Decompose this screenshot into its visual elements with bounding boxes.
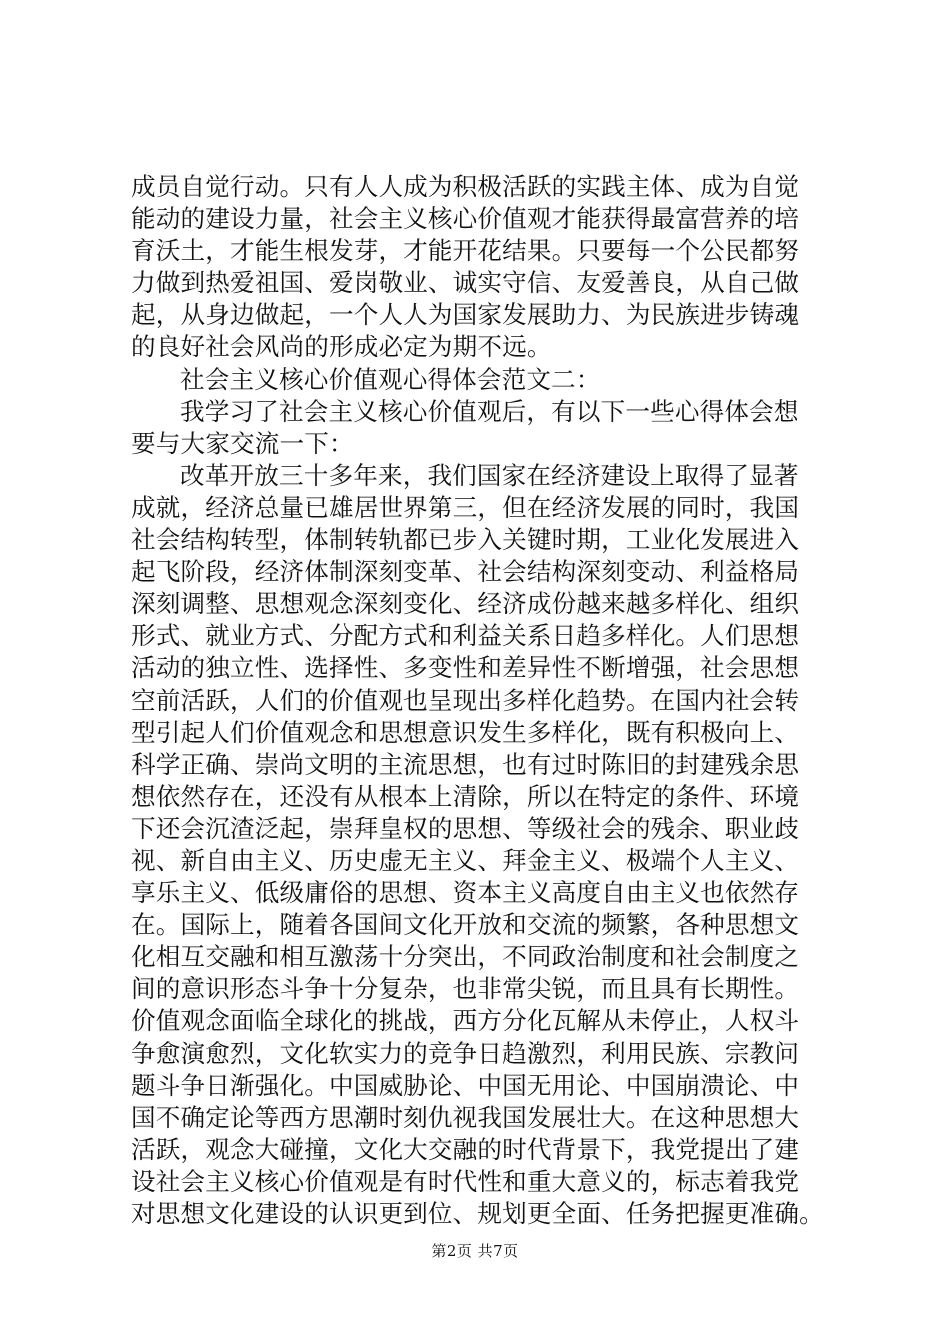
text-line: 改革开放三十多年来，我们国家在经济建设上取得了显著 bbox=[180, 460, 799, 490]
text-line: 题斗争日渐强化。中国威胁论、中国无用论、中国崩溃论、中 bbox=[131, 1070, 800, 1100]
text-line: 在。国际上，随着各国间文化开放和交流的频繁，各种思想文 bbox=[131, 910, 800, 940]
text-line: 活跃，观念大碰撞，文化大交融的时代背景下，我党提出了建 bbox=[131, 1134, 800, 1164]
page-number-footer: 第2页 共7页 bbox=[431, 1242, 519, 1260]
text-line: 起飞阶段，经济体制深刻变革、社会结构深刻变动、利益格局 bbox=[131, 557, 800, 587]
section-heading: 社会主义核心价值观心得体会范文二： bbox=[180, 364, 601, 394]
text-line: 对思想文化建设的认识更到位、规划更全面、任务把握更准确。 bbox=[131, 1199, 824, 1228]
text-line: 活动的独立性、选择性、多变性和差异性不断增强，社会思想 bbox=[131, 653, 800, 683]
text-line: 起，从身边做起，一个人人为国家发展助力、为民族进步铸魂 bbox=[131, 300, 800, 330]
text-line: 要与大家交流一下： bbox=[131, 428, 354, 458]
text-line: 空前活跃，人们的价值观也呈现出多样化趋势。在国内社会转 bbox=[131, 685, 800, 715]
body-text bbox=[131, 171, 824, 1230]
text-line: 力做到热爱祖国、爱岗敬业、诚实守信、友爱善良，从自己做 bbox=[131, 268, 800, 298]
text-line: 化相互交融和相互激荡十分突出，不同政治制度和社会制度之 bbox=[131, 942, 800, 972]
text-line: 的良好社会风尚的形成必定为期不远。 bbox=[131, 332, 552, 362]
text-line: 成就，经济总量已雄居世界第三，但在经济发展的同时，我国 bbox=[131, 492, 800, 522]
text-line: 形式、就业方式、分配方式和利益关系日趋多样化。人们思想 bbox=[131, 621, 800, 651]
text-line: 科学正确、崇尚文明的主流思想，也有过时陈旧的封建残余思 bbox=[131, 749, 800, 779]
text-line: 育沃土，才能生根发芽，才能开花结果。只要每一个公民都努 bbox=[131, 236, 800, 266]
text-line: 享乐主义、低级庸俗的思想、资本主义高度自由主义也依然存 bbox=[131, 878, 800, 908]
text-line: 价值观念面临全球化的挑战，西方分化瓦解从未停止，人权斗 bbox=[131, 1006, 800, 1036]
text-line: 能动的建设力量，社会主义核心价值观才能获得最富营养的培 bbox=[131, 204, 800, 234]
text-line: 社会结构转型，体制转轨都已步入关键时期，工业化发展进入 bbox=[131, 525, 800, 555]
text-line: 我学习了社会主义核心价值观后，有以下一些心得体会想 bbox=[180, 396, 799, 426]
text-line: 深刻调整、思想观念深刻变化、经济成份越来越多样化、组织 bbox=[131, 589, 800, 619]
text-line: 国不确定论等西方思潮时刻仇视我国发展壮大。在这种思想大 bbox=[131, 1102, 800, 1132]
text-line: 下还会沉渣泛起，崇拜皇权的思想、等级社会的残余、职业歧 bbox=[131, 813, 800, 843]
text-line: 间的意识形态斗争十分复杂，也非常尖锐，而且具有长期性。 bbox=[131, 974, 800, 1004]
text-line: 成员自觉行动。只有人人成为积极活跃的实践主体、成为自觉 bbox=[131, 172, 800, 201]
text-line: 视、新自由主义、历史虚无主义、拜金主义、极端个人主义、 bbox=[131, 845, 800, 875]
text-line: 争愈演愈烈，文化软实力的竞争日趋激烈，利用民族、宗教问 bbox=[131, 1038, 800, 1068]
text-line: 设社会主义核心价值观是有时代性和重大意义的，标志着我党 bbox=[131, 1166, 800, 1196]
text-line: 想依然存在，还没有从根本上清除，所以在特定的条件、环境 bbox=[131, 781, 800, 811]
text-line: 型引起人们价值观念和思想意识发生多样化，既有积极向上、 bbox=[131, 717, 800, 747]
